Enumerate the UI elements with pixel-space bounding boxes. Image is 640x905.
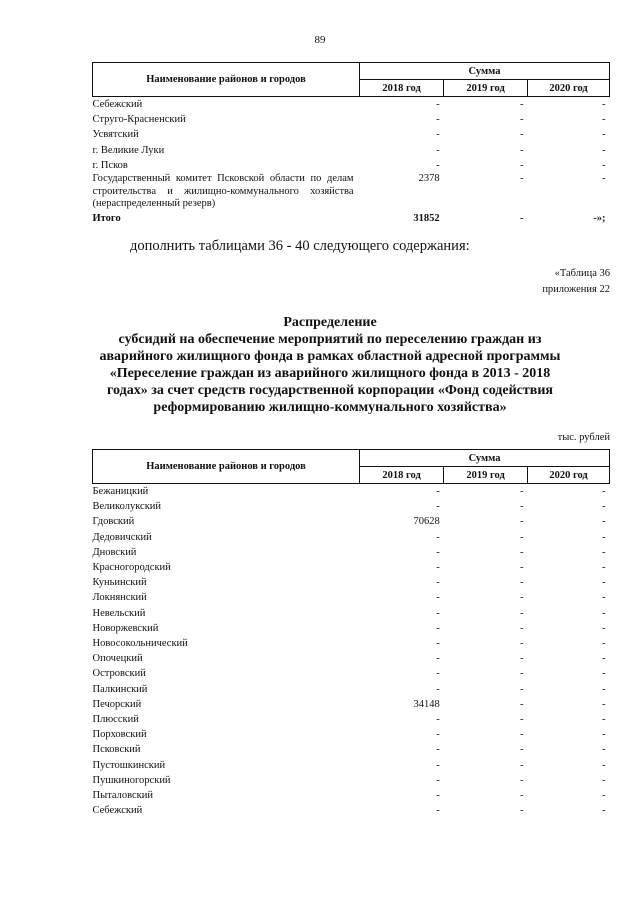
cell-2019: - [520, 683, 524, 695]
cell-2018: - [436, 129, 440, 141]
cell-2020: - [602, 516, 606, 528]
cell-2018: 31852 [413, 212, 440, 224]
cell-2020: - [602, 698, 606, 710]
cell-2020: - [602, 607, 606, 619]
cell-2020: - [602, 592, 606, 604]
cell-2018: - [436, 99, 440, 110]
cell-2018: 34148 [413, 698, 440, 710]
cell-2019: - [520, 653, 524, 665]
row-name: Бежаницкий [92, 486, 149, 497]
header-2019: 2019 год [444, 80, 528, 97]
table-row [93, 530, 610, 545]
total-row [93, 211, 610, 226]
row-name: Пыталовский [92, 790, 153, 802]
cell-2019: - [520, 577, 524, 589]
cell-2018: - [436, 790, 440, 802]
cell-2019: - [520, 805, 524, 817]
cell-2018: - [436, 562, 440, 574]
cell-2018: - [436, 546, 440, 558]
cell-2019: - [520, 159, 524, 171]
cell-2019: - [520, 592, 524, 604]
table-row [93, 621, 610, 636]
table-row [93, 575, 610, 590]
cell-2018: - [436, 683, 440, 695]
cell-2018: - [436, 653, 440, 665]
cell-2018: - [436, 607, 440, 619]
row-name: Гдовский [92, 516, 135, 528]
cell-2020: - [602, 805, 606, 817]
table-row [93, 788, 610, 803]
table-row [93, 697, 610, 712]
cell-2020: - [602, 159, 606, 171]
cell-2019: - [520, 607, 524, 619]
bottom-table [92, 449, 610, 818]
table-row [93, 590, 610, 605]
cell-2018: - [436, 668, 440, 680]
table-row [93, 773, 610, 788]
cell-2018: - [436, 531, 440, 543]
title-line: годах» за счет средств государственной корпорации «Фонд содействия [107, 383, 553, 398]
header-2020: 2020 год [528, 467, 610, 484]
title-line: субсидий на обеспечение мероприятий по переселению граждан из [118, 332, 542, 347]
table-row [93, 173, 610, 211]
cell-2020: - [602, 114, 606, 126]
cell-2019: - [520, 129, 524, 141]
cell-2019: - [520, 744, 524, 756]
cell-2020: - [602, 501, 606, 513]
table-row [93, 803, 610, 818]
cell-2020: - [602, 577, 606, 589]
cell-2019: - [520, 212, 524, 224]
table-row [93, 606, 610, 621]
cell-2019: - [520, 114, 524, 126]
cell-2019: - [520, 668, 524, 680]
cell-2018: 2378 [418, 173, 440, 185]
cell-2019: - [520, 144, 524, 156]
table-row [93, 112, 610, 127]
table-row [93, 158, 610, 173]
title-line: аварийного жилищного фонда в рамках областной адресной программы [99, 349, 561, 364]
row-name: Псковский [92, 744, 141, 756]
cell-2018: - [436, 744, 440, 756]
row-name: Себежский [92, 99, 143, 110]
cell-2018: - [436, 774, 440, 786]
cell-2020: - [602, 144, 606, 156]
cell-2020: - [602, 99, 606, 110]
cell-2019: - [520, 774, 524, 786]
cell-2018: 70628 [413, 516, 440, 528]
row-name: Дедовичский [92, 531, 152, 543]
header-2018: 2018 год [360, 467, 444, 484]
cell-2018: - [436, 486, 440, 497]
cell-2020: - [602, 546, 606, 558]
table-row [93, 636, 610, 651]
table-row [93, 127, 610, 142]
cell-2019: - [520, 714, 524, 726]
cell-2019: - [520, 546, 524, 558]
title-line: «Переселение граждан из аварийного жилищного фонда в 2013 - 2018 [109, 366, 551, 381]
top-table [92, 62, 610, 226]
row-name: Красногородский [92, 562, 171, 574]
header-2019: 2019 год [444, 467, 528, 484]
cell-2019: - [520, 501, 524, 513]
row-name: Новосокольнический [92, 638, 188, 650]
cell-2020: - [602, 714, 606, 726]
table-row [93, 727, 610, 742]
cell-2020: - [602, 774, 606, 786]
cell-2020: - [602, 173, 606, 185]
row-name: Порховский [92, 729, 147, 741]
cell-2019: - [520, 622, 524, 634]
cell-2020: - [602, 562, 606, 574]
row-name: Усвятский [92, 129, 139, 141]
row-name: Палкинский [92, 683, 148, 695]
cell-2020: - [602, 683, 606, 695]
table-row [93, 758, 610, 773]
cell-2020: - [602, 759, 606, 771]
table-row [93, 484, 610, 500]
cell-2018: - [436, 805, 440, 817]
table-row [93, 560, 610, 575]
cell-2020: - [602, 744, 606, 756]
row-name: г. Великие Луки [92, 144, 165, 156]
row-name: г. Псков [92, 159, 128, 171]
row-name: Государственный комитет Псковской области по делам строительства и жилищно-коммунального хозяйства (нераспределенный резерв) [92, 173, 354, 210]
cell-2019: - [520, 486, 524, 497]
cell-2018: - [436, 638, 440, 650]
cell-2020: - [602, 129, 606, 141]
units-label: тыс. рублей [557, 432, 610, 443]
header-name: Наименование районов и городов [93, 450, 360, 484]
row-name: Пустошкинский [92, 759, 166, 771]
row-name: Пушкиногорский [92, 774, 171, 786]
header-2018: 2018 год [360, 80, 444, 97]
table-row [93, 651, 610, 666]
header-sum: Сумма [360, 450, 610, 467]
table-row [93, 97, 610, 113]
cell-2019: - [520, 99, 524, 110]
row-name: Печорский [92, 698, 142, 710]
header-name: Наименование районов и городов [93, 63, 360, 97]
cell-2019: - [520, 759, 524, 771]
cell-2019: - [520, 638, 524, 650]
cell-2020: -»; [593, 212, 606, 224]
cell-2018: - [436, 501, 440, 513]
table-row [93, 742, 610, 757]
cell-2019: - [520, 729, 524, 741]
table-row [93, 514, 610, 529]
cell-2018: - [436, 729, 440, 741]
row-name: Плюсский [92, 714, 139, 726]
table-row [93, 666, 610, 681]
cell-2018: - [436, 714, 440, 726]
table-row [93, 545, 610, 560]
document-title [60, 314, 600, 416]
cell-2019: - [520, 698, 524, 710]
row-name: Куньинский [92, 577, 147, 589]
row-name: Невельский [92, 607, 146, 619]
cell-2020: - [602, 729, 606, 741]
row-name: Дновский [92, 546, 137, 558]
cell-2019: - [520, 562, 524, 574]
table-label-appendix: приложения 22 [542, 284, 610, 295]
page-number: 89 [314, 34, 326, 46]
row-name: Итого [92, 212, 121, 224]
cell-2018: - [436, 592, 440, 604]
table-label: «Таблица 36 [554, 268, 610, 279]
cell-2020: - [602, 653, 606, 665]
row-name: Струго-Красненский [92, 114, 186, 126]
row-name: Островский [92, 668, 146, 680]
row-name: Себежский [92, 805, 143, 817]
row-name: Локнянский [92, 592, 147, 604]
header-2020: 2020 год [528, 80, 610, 97]
table-row [93, 499, 610, 514]
title-line: реформированию жилищно-коммунального хозяйства» [153, 400, 507, 415]
table-row [93, 143, 610, 158]
cell-2019: - [520, 790, 524, 802]
cell-2018: - [436, 114, 440, 126]
cell-2020: - [602, 790, 606, 802]
cell-2020: - [602, 638, 606, 650]
title-line: Распределение [283, 315, 377, 330]
cell-2019: - [520, 531, 524, 543]
cell-2020: - [602, 486, 606, 497]
cell-2018: - [436, 622, 440, 634]
cell-2019: - [520, 173, 524, 185]
row-name: Новоржевский [92, 622, 159, 634]
cell-2020: - [602, 668, 606, 680]
cell-2018: - [436, 577, 440, 589]
row-name: Опочецкий [92, 653, 143, 665]
cell-2019: - [520, 516, 524, 528]
row-name: Великолукский [92, 501, 162, 513]
supplement-text: дополнить таблицами 36 - 40 следующего содержания: [130, 238, 470, 254]
header-sum: Сумма [360, 63, 610, 80]
cell-2018: - [436, 759, 440, 771]
cell-2018: - [436, 159, 440, 171]
cell-2020: - [602, 622, 606, 634]
cell-2020: - [602, 531, 606, 543]
table-row [93, 712, 610, 727]
table-row [93, 682, 610, 697]
cell-2018: - [436, 144, 440, 156]
